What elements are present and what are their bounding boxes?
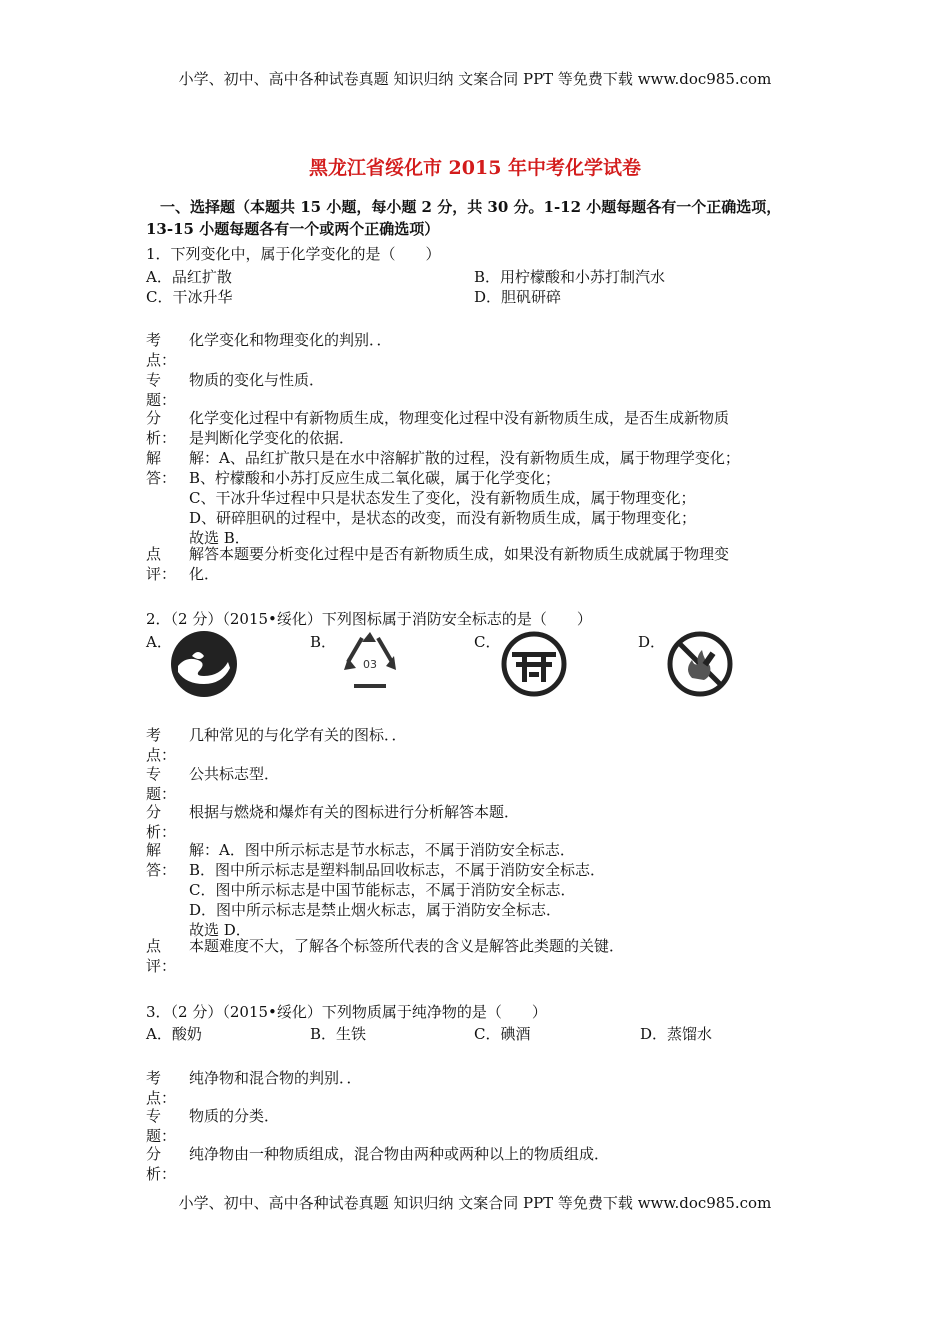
q1-dianping-label: 点 评： (146, 545, 177, 583)
q2-dianping: 本题难度不大，了解各个标签所代表的含义是解答此类题的关键． (189, 937, 625, 955)
q2-kaodian-label: 考 点： (146, 726, 177, 764)
q2-jieda-label: 解 答： (146, 841, 177, 879)
section-heading-line2: 13-15 小题每题各有一个或两个正确选项） (146, 220, 440, 238)
q1-kaodian: 化学变化和物理变化的判别．． (189, 331, 392, 349)
q3-kaodian-label: 考 点： (146, 1069, 177, 1107)
q3-zhuanti: 物质的分类． (189, 1107, 280, 1125)
q3-zhuanti-label: 专 题： (146, 1107, 177, 1145)
q2-kaodian: 几种常见的与化学有关的图标．． (189, 726, 407, 744)
q2-option-c[interactable]: C． (474, 633, 501, 651)
q1-fenxi: 化学变化过程中有新物质生成，物理变化过程中没有新物质生成，是否生成新物质 是判断化学变化的依据． (189, 409, 730, 447)
q3-stem: 3．（2 分）（2015•绥化）下列物质属于纯净物的是（ ） (146, 1003, 547, 1021)
no-fire-icon (666, 630, 734, 698)
q1-option-a[interactable]: A．品红扩散 (146, 268, 232, 286)
q3-option-a[interactable]: A．酸奶 (146, 1025, 202, 1043)
section-heading (146, 196, 836, 240)
q2-fenxi-label: 分 析： (146, 803, 177, 841)
q1-zhuanti-label: 专 题： (146, 371, 177, 409)
q2-zhuanti: 公共标志型． (189, 765, 280, 783)
q1-option-c[interactable]: C．干冰升华 (146, 288, 233, 306)
recycle-icon (334, 628, 406, 698)
q2-option-d[interactable]: D． (638, 633, 666, 651)
page-header: 小学、初中、高中各种试卷真题 知识归纳 文案合同 PPT 等免费下载 www.doc985.com (178, 70, 772, 88)
q3-option-c[interactable]: C．碘酒 (474, 1025, 531, 1043)
water-saving-icon (170, 630, 238, 698)
q1-option-d[interactable]: D．胆矾研碎 (474, 288, 562, 306)
q2-dianping-label: 点 评： (146, 937, 177, 975)
recycle-number: 03 (363, 658, 377, 671)
q3-option-d[interactable]: D．蒸馏水 (640, 1025, 713, 1043)
q1-kaodian-label: 考 点： (146, 331, 177, 369)
page-footer: 小学、初中、高中各种试卷真题 知识归纳 文案合同 PPT 等免费下载 www.doc985.com (178, 1194, 772, 1212)
exam-title: 黑龙江省绥化市 2015 年中考化学试卷 (308, 157, 642, 179)
q2-jieda: 解：A．图中所示标志是节水标志，不属于消防安全标志． B．图中所示标志是塑料制品回收标志，不属于消防安全标志． C．图中所示标志是中国节能标志，不属于消防安全标志． D．图中所示标志是禁止烟火标志，属于消防安全标志． 故选 D． (189, 841, 606, 939)
q1-zhuanti: 物质的变化与性质． (189, 371, 325, 389)
q1-stem: 1．下列变化中，属于化学变化的是（ ） (146, 245, 441, 263)
q3-option-b[interactable]: B．生铁 (310, 1025, 367, 1043)
q1-option-b[interactable]: B．用柠檬酸和小苏打制汽水 (474, 268, 666, 286)
q1-jieda-label: 解 答： (146, 449, 177, 487)
q2-zhuanti-label: 专 题： (146, 765, 177, 803)
q2-option-b[interactable]: B． (310, 633, 337, 651)
q1-dianping: 解答本题要分析变化过程中是否有新物质生成，如果没有新物质生成就属于物理变 化． (189, 545, 730, 583)
q2-option-a[interactable]: A． (146, 633, 172, 651)
q2-stem: 2．（2 分）（2015•绥化）下列图标属于消防安全标志的是（ ） (146, 610, 592, 628)
section-heading-line1: 一、选择题（本题共 15 小题，每小题 2 分，共 30 分。1-12 小题每题各有一个正确选项， (160, 198, 782, 216)
q3-kaodian: 纯净物和混合物的判别．． (189, 1069, 362, 1087)
energy-saving-icon (500, 630, 568, 698)
q1-fenxi-label: 分 析： (146, 409, 177, 447)
q3-fenxi: 纯净物由一种物质组成，混合物由两种或两种以上的物质组成． (189, 1145, 610, 1163)
q1-jieda: 解：A、品红扩散只是在水中溶解扩散的过程，没有新物质生成，属于物理学变化； B、柠檬酸和小苏打反应生成二氧化碳，属于化学变化； C、干冰升华过程中只是状态发生了变化，没有新物质生成，属于物理变化； D、研碎胆矾的过程中，是状态的改变，而没有新物质生成，属于物理变化； 故选 B． (189, 449, 740, 547)
q3-fenxi-label: 分 析： (146, 1145, 177, 1183)
q2-fenxi: 根据与燃烧和爆炸有关的图标进行分析解答本题． (189, 803, 520, 821)
